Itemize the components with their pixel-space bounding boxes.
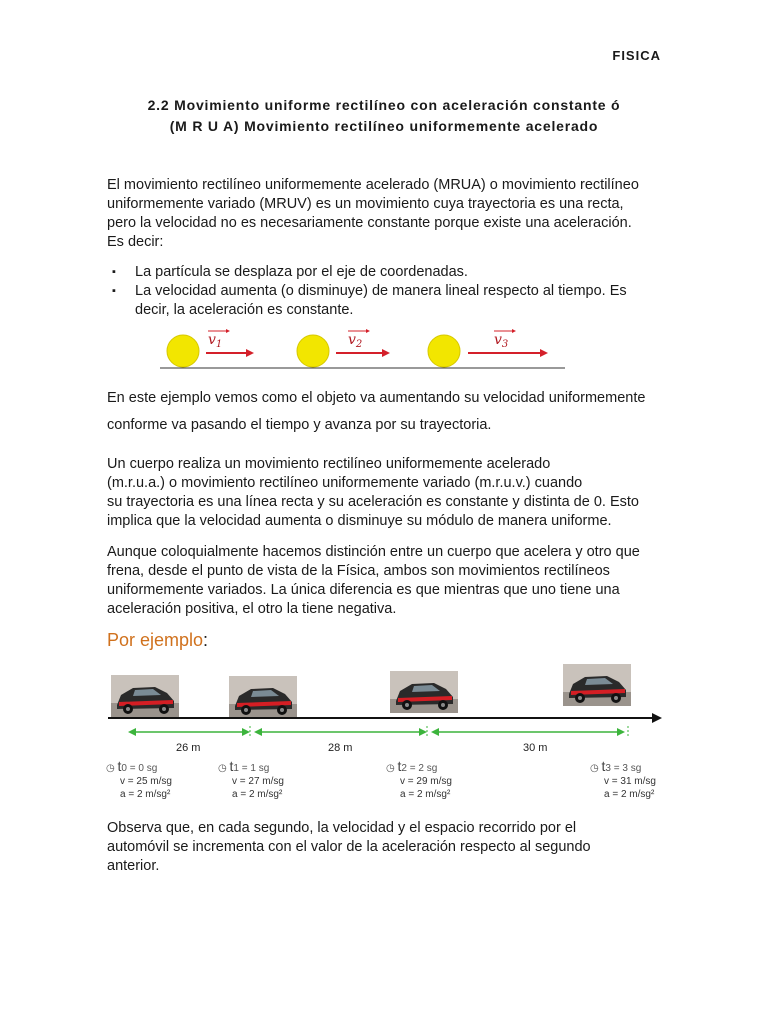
car-motion-diagram bbox=[100, 660, 670, 810]
car-image-t0 bbox=[111, 675, 179, 717]
distinction-paragraph bbox=[107, 543, 667, 619]
subject-header: FISICA bbox=[612, 48, 661, 63]
example-heading-colon: : bbox=[203, 630, 209, 650]
time-readout-t1: ◷ t1 = 1 sg v = 27 m/sg a = 2 m/sg² bbox=[218, 758, 284, 800]
ball-2 bbox=[297, 335, 329, 367]
svg-text:v1: $v_1$ bbox=[208, 332, 223, 350]
bullet-marker: ▪ bbox=[112, 266, 116, 278]
distance-label-2: 28 m bbox=[328, 742, 353, 754]
distinction-line: uniformemente variados. La única diferencia es que mientras que uno tiene una bbox=[107, 582, 620, 598]
distance-arrow-3 bbox=[431, 726, 628, 738]
bullet-text: decir, la aceleración es constante. bbox=[135, 302, 354, 318]
acceleration-readout: a = 2 m/sg² bbox=[604, 789, 655, 800]
car-image-t2 bbox=[390, 671, 458, 713]
clock-icon: ◷ bbox=[386, 763, 395, 774]
vector-label-1 bbox=[208, 329, 230, 350]
closing-line: Observa que, en cada segundo, la velocidad y el espacio recorrido por el bbox=[107, 820, 577, 836]
title-line-2: (M R U A) Movimiento rectilíneo uniformemente acelerado bbox=[169, 118, 599, 134]
velocity-arrow-2 bbox=[336, 349, 390, 357]
velocity-readout: v = 25 m/sg bbox=[120, 776, 172, 787]
vector-label-3 bbox=[494, 329, 516, 350]
distance-arrow-2 bbox=[254, 726, 427, 738]
distance-label-1: 26 m bbox=[176, 742, 201, 754]
vector-label-2 bbox=[348, 329, 370, 350]
example-heading-label: Por ejemplo bbox=[107, 630, 204, 650]
distinction-line: frena, desde el punto de vista de la Física, ambos son movimientos rectilíneos bbox=[107, 563, 610, 579]
velocity-readout: v = 27 m/sg bbox=[232, 776, 284, 787]
list-item bbox=[107, 282, 667, 320]
velocity-diagram bbox=[150, 322, 570, 374]
example-paragraph bbox=[107, 385, 667, 439]
title-line-1: 2.2 Movimiento uniforme rectilíneo con aceleración constante ó bbox=[147, 97, 621, 113]
ball-1 bbox=[167, 335, 199, 367]
intro-line: pero la velocidad no es necesariamente constante porque existe una aceleración. bbox=[107, 215, 632, 231]
distinction-line: Aunque coloquialmente hacemos distinción entre un cuerpo que acelera y otro que bbox=[107, 544, 640, 560]
velocity-readout: v = 29 m/sg bbox=[400, 776, 452, 787]
example-line: conforme va pasando el tiempo y avanza por su trayectoria. bbox=[107, 417, 492, 433]
bullet-text: La partícula se desplaza por el eje de coordenadas. bbox=[135, 264, 468, 280]
example-line: En este ejemplo vemos como el objeto va aumentando su velocidad uniformemente bbox=[107, 390, 646, 406]
time-readout-t3: ◷ t3 = 3 sg v = 31 m/sg a = 2 m/sg² bbox=[590, 758, 656, 800]
intro-paragraph bbox=[107, 176, 667, 252]
section-title bbox=[107, 95, 661, 137]
svg-text:v2: $v_2$ bbox=[348, 332, 363, 350]
ball-3 bbox=[428, 335, 460, 367]
example-heading bbox=[107, 630, 208, 651]
clock-icon: ◷ bbox=[106, 763, 115, 774]
bullet-list bbox=[107, 263, 667, 320]
closing-line: automóvil se incrementa con el valor de la aceleración respecto al segundo bbox=[107, 839, 591, 855]
definition-line: Un cuerpo realiza un movimiento rectilíneo uniformemente acelerado bbox=[107, 456, 551, 472]
intro-line: Es decir: bbox=[107, 234, 164, 250]
acceleration-readout: a = 2 m/sg² bbox=[232, 789, 283, 800]
acceleration-readout: a = 2 m/sg² bbox=[120, 789, 171, 800]
clock-icon: ◷ bbox=[590, 763, 599, 774]
bullet-text: La velocidad aumenta (o disminuye) de manera lineal respecto al tiempo. Es bbox=[135, 283, 627, 299]
velocity-arrow-3 bbox=[468, 349, 548, 357]
bullet-marker: ▪ bbox=[112, 285, 116, 297]
cars-track bbox=[100, 660, 670, 730]
velocity-arrow-1 bbox=[206, 349, 254, 357]
svg-text:v3: $v_3$ bbox=[494, 332, 509, 350]
distance-label-3: 30 m bbox=[523, 742, 548, 754]
intro-line: uniformemente variado (MRUV) es un movimiento cuya trayectoria es una recta, bbox=[107, 196, 624, 212]
definition-line: su trayectoria es una línea recta y su aceleración es constante y distinta de 0. Esto bbox=[107, 494, 639, 510]
definition-paragraph bbox=[107, 455, 667, 531]
car-image-t3 bbox=[563, 664, 631, 706]
distance-arrow-1 bbox=[128, 726, 250, 738]
closing-line: anterior. bbox=[107, 858, 160, 874]
definition-line: implica que la velocidad aumenta o disminuye su módulo de manera uniforme. bbox=[107, 513, 612, 529]
list-item bbox=[107, 263, 667, 282]
closing-paragraph bbox=[107, 819, 667, 876]
velocity-readout: v = 31 m/sg bbox=[604, 776, 656, 787]
time-readout-t2: ◷ t2 = 2 sg v = 29 m/sg a = 2 m/sg² bbox=[386, 758, 452, 800]
intro-line: El movimiento rectilíneo uniformemente acelerado (MRUA) o movimiento rectilíneo bbox=[107, 177, 639, 193]
time-readout-t0: ◷ t0 = 0 sg v = 25 m/sg a = 2 m/sg² bbox=[106, 758, 172, 800]
car-image-t1 bbox=[229, 676, 297, 718]
clock-icon: ◷ bbox=[218, 763, 227, 774]
definition-line: (m.r.u.a.) o movimiento rectilíneo uniformemente variado (m.r.u.v.) cuando bbox=[107, 475, 583, 491]
acceleration-readout: a = 2 m/sg² bbox=[400, 789, 451, 800]
distinction-line: aceleración positiva, el otro la tiene negativa. bbox=[107, 601, 397, 617]
